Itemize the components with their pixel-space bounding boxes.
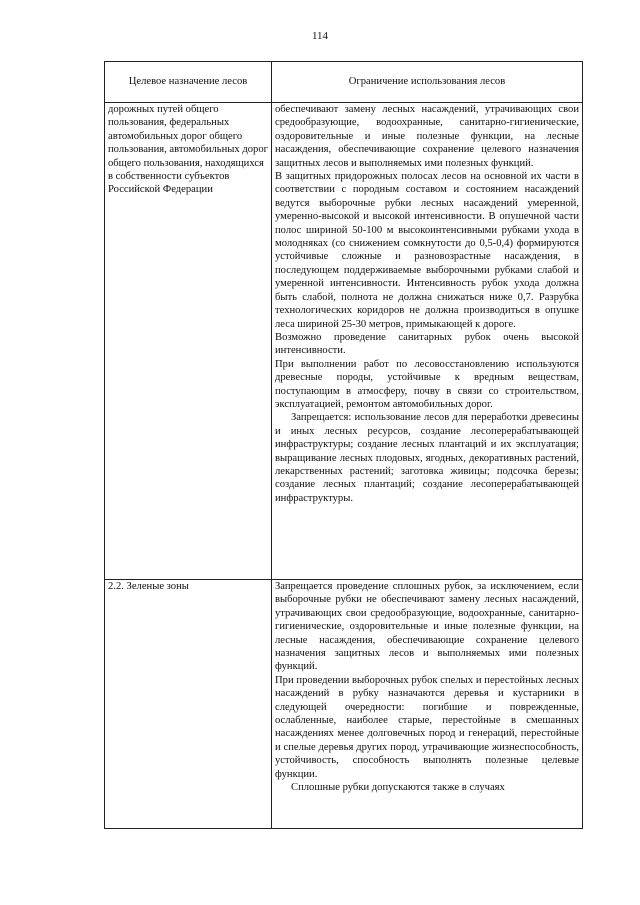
restriction-paragraph: Сплошные рубки допускаются также в случаях — [291, 782, 505, 794]
row-restriction-cell — [272, 580, 583, 829]
row-purpose-cell: 2.2. Зеленые зоны — [105, 580, 272, 829]
row-restriction-cell — [272, 103, 583, 580]
restriction-paragraph: При проведении выборочных рубок спелых и перестойных лесных насаждений в рубку назначаются деревья и кустарники в следующей очередности: погибшие и поврежденные, ослабленные, наиболее старые, перестойные в смешанных насаждениях менее долговечных пород и генераций, перестойные и спелые деревья других пород, утрачивающие жизнеспособность, устойчивость, способность выполнять полезные целевые функции. — [275, 674, 579, 780]
table-header-row — [105, 62, 583, 103]
header-forest-purpose: Целевое назначение лесов — [105, 62, 272, 103]
restriction-paragraph: В защитных придорожных полосах лесов на основной их части в соответствии с породным составом и состоянием насаждений ведутся выборочные рубки лесных насаждений умеренной, умеренно-высокой и высокой интенсивности. В опушечной части полос шириной 50-100 м высокоинтенсивными рубками ухода в молодняках (со снижением сомкнутости до 0,5-0,4) формируются устойчивые сложные и разновозрастные насаждения, в последующем поддерживаемые выборочными рубками слабой и умеренной интенсивности. Интенсивность рубок ухода должна быть слабой, полнота не должна снижаться ниже 0,7. Разрубка технологических коридоров не должна производиться в опушке леса шириной 25-30 метров, примыкающей к дороге. — [275, 171, 579, 330]
forest-restrictions-table — [104, 61, 583, 829]
restriction-paragraph: При выполнении работ по лесовосстановлению используются древесные породы, устойчивые к вредным веществам, поступающим в атмосферу, почву в связи со строительством, эксплуатацией, ремонтом автомобильных дорог. — [275, 358, 579, 410]
restriction-paragraph: Запрещается: использование лесов для переработки древесины и иных лесных ресурсов, создание лесоперерабатывающей инфраструктуры; создание лесных плантаций и их эксплуатация; выращивание лесных плодовых, ягодных, декоративных растений, лекарственных растений; заготовка живицы; подсочка березы; создание лесных плантаций; создание лесоперерабатывающей инфраструктуры. — [275, 412, 579, 504]
row-purpose-cell: дорожных путей общего пользования, федеральных автомобильных дорог общего пользования, автомобильных дорог общего пользования, находящихся в собственности субъектов Российской Федерации — [105, 103, 272, 580]
table-row — [105, 103, 583, 580]
table-row — [105, 580, 583, 829]
restriction-paragraph: обеспечивают замену лесных насаждений, утрачивающих свои средообразующие, водоохранные, санитарно-гигиенические, оздоровительные и иные полезные функции, на лесные насаждения, обеспечивающие сохранение целевого назначения защитных лесов и выполняемых ими полезных функций. — [275, 104, 579, 169]
restriction-paragraph: Возможно проведение санитарных рубок очень высокой интенсивности. — [275, 331, 579, 357]
header-usage-restriction: Ограничение использования лесов — [272, 62, 583, 103]
page-number: 114 — [311, 30, 329, 42]
restriction-paragraph: Запрещается проведение сплошных рубок, за исключением, если выборочные рубки не обеспечивают замену лесных насаждений, утрачивающих свои средообразующие, водоохранные, санитарно-гигиенические, оздоровительные и иные полезные функции, на лесные насаждения, обеспечивающие сохранение целевого назначения защитных лесов и выполняемых ими полезных функций. — [275, 581, 579, 673]
